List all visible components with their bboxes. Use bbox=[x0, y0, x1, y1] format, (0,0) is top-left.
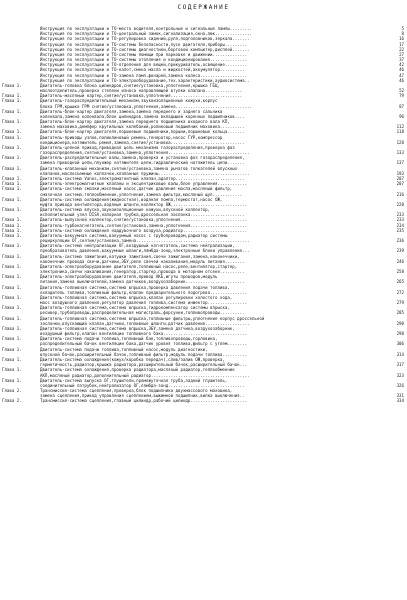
toc-entry-text: Двигатель-масляный картер,снятие/установка,уплотнения............................. bbox=[40, 93, 243, 99]
toc-chapter-label: Глава 1. bbox=[2, 144, 22, 150]
toc-entry-text: Двигатель-система смазки,масляный насос,датчик давления масла,масляный фильтр, bbox=[40, 186, 233, 192]
toc-entry-text: Двигатель-система охлаждения,проверка радиатора,масляный радиатор,теплообменник bbox=[40, 367, 235, 373]
toc-entry-text: Двигатель-система впуска,звукоизоляционные кожухи,впускной коллектор, bbox=[40, 207, 211, 213]
toc-entry-text: Двигатель-система выпуска ОГ,глушители,промежуточная труба,задний глушитель, bbox=[40, 377, 228, 383]
toc-chapter-label: Глава 1. bbox=[2, 165, 22, 171]
toc-entry-text: Двигатель-вакуумная система,вакуумный насос с трубопроводом,радиатор системы bbox=[40, 232, 228, 238]
toc-entry-text: Двигатель-цепной привод,приводная цепь механизма газораспределения,проверка фаз bbox=[40, 144, 235, 150]
toc-page-number: 46 bbox=[399, 67, 404, 73]
toc-entry-text: соединительный патрубок,нейтрализатор ОГ,лямбда-зонд............................... bbox=[40, 382, 245, 388]
toc-entry-text: Двигатель-топливная система,система впрыска,гидрокомпенсатор системы впрыска, bbox=[40, 305, 230, 311]
toc-page-number: 16 bbox=[399, 36, 404, 42]
toc-chapter-label: Глава 1. bbox=[2, 336, 22, 342]
toc-page-number: 118 bbox=[396, 129, 404, 135]
toc-page-number: 137 bbox=[396, 160, 404, 166]
toc-chapter-label: Глава 1. bbox=[2, 186, 22, 192]
toc-chapter-label: Глава 1. bbox=[2, 175, 22, 181]
toc-page-number: 42 bbox=[399, 62, 404, 68]
toc-page-number: 265 bbox=[396, 279, 404, 285]
toc-entry-text: герметичность,радиатор,крышка радиатора,расширительный бачок,расширительный бачок... bbox=[40, 362, 248, 368]
toc-entry-text: Двигатель-блок-картер двигателя,поршневые подшипники,поршни,поршневые кольца....... bbox=[40, 129, 245, 135]
toc-entry-text: Двигатель-топливная система,система впрыска,ЭБУ,замена датчика,воздухозаборник, bbox=[40, 325, 235, 331]
toc-entry-text: Трансмиссия-система сцепления,главный цилиндр,рабочий цилиндр....................... bbox=[40, 398, 248, 404]
toc-page-number: 207 bbox=[396, 175, 404, 181]
toc-page-number: 306 bbox=[396, 341, 404, 347]
toc-page-number: 216 bbox=[396, 191, 404, 197]
toc-page-number: 128 bbox=[396, 139, 404, 145]
toc-entry-text: кондиционера,натяжитель ремня,замена,снятие/установка.............................. bbox=[40, 139, 245, 145]
toc-page-number: 317 bbox=[396, 362, 404, 368]
toc-page-number: 235 bbox=[396, 227, 404, 233]
toc-page-number: 52 bbox=[399, 88, 404, 94]
toc-page-number: 37 bbox=[399, 57, 404, 63]
toc-entry-text: исполнительный узел DISA,напорная трубка,дроссельная заслонка...................... bbox=[40, 212, 245, 218]
toc-entry-text: Двигатель-клапанный механизм,снятие/установка,замена рычагов толкателей впускных bbox=[40, 165, 238, 171]
toc-entry-text: Двигатель-топливная система,система впрыска,клапан регулировки холостого хода, bbox=[40, 294, 233, 300]
toc-page-number: 279 bbox=[396, 300, 404, 306]
toc-page-number: 112 bbox=[396, 124, 404, 130]
toc-chapter-label: Глава 2. bbox=[2, 398, 22, 404]
toc-chapter-label: Глава 1. bbox=[2, 315, 22, 321]
toc-entry-text: рециркуляции ОГ,снятие/установка,замена.............................................. bbox=[40, 238, 250, 244]
toc-page-number: 246 bbox=[396, 258, 404, 264]
toc-entry-text: наконечник провода свечи,датчики,ЭБУ,реле свечей накаливания,модуль питания........ bbox=[40, 258, 245, 264]
toc-entry-text: коленвала,замена коленвала,блок цилиндров,замена вкладышей коренных подшипников.... bbox=[40, 113, 245, 119]
toc-chapter-label: Глава 1. bbox=[2, 93, 22, 99]
toc-page-number: 290 bbox=[396, 320, 404, 326]
toc-entry-text: Двигатель-блок-картер двигателя,замена переднего подшипника входного вала КП, bbox=[40, 119, 230, 125]
toc-entry-text: Двигатель-электромагнитные клапаны и эксцентриковые валы,блок управления............ bbox=[40, 181, 248, 187]
toc-chapter-label: Глава 1. bbox=[2, 181, 22, 187]
toc-entry-text: преобразователь давления,вакуумные шланги,лямбда-зонд,электронные блоки управления... bbox=[40, 248, 250, 254]
toc-chapter-label: Глава 1. bbox=[2, 377, 22, 383]
toc-chapter-label: Глава 1. bbox=[2, 253, 22, 259]
toc-page-number: 233 bbox=[396, 212, 404, 218]
toc-chapter-label: Глава 1. bbox=[2, 357, 22, 362]
toc-entry-text: Трансмиссия-система сцепления,проверка,блок подшипника двухмассового маховика, bbox=[40, 388, 233, 394]
toc-page-number: 193 bbox=[396, 170, 404, 176]
toc-page-number: 239 bbox=[396, 248, 404, 254]
toc-chapter-label: Глава 1. bbox=[2, 129, 22, 135]
toc-entry-text: Инструкция по эксплуатации и ТО-системы помощи при парковке и движении.............. bbox=[40, 51, 248, 57]
toc-chapter-label: Глава 2. bbox=[2, 388, 22, 394]
toc-entry-text: Инструкция по эксплуатации и ТО-системы безопасности,пуск двигателя,приборы......... bbox=[40, 41, 248, 47]
toc-page-number: 298 bbox=[396, 331, 404, 337]
toc-entry-text: Двигатель-система охлаждения(кожух/коробка передач),слив/залив ОЖ,проверка, bbox=[40, 357, 225, 362]
toc-page-number: 8 bbox=[401, 31, 404, 37]
toc-chapter-label: Глава 1. bbox=[2, 196, 22, 202]
toc-page-number: 87 bbox=[399, 103, 404, 109]
toc-chapter-label: Глава 1. bbox=[2, 108, 22, 114]
toc-entry-text: Двигатель-система подачи топлива,топливный бак,топливопроводы,горловина, bbox=[40, 336, 218, 342]
toc-page-number: 331 bbox=[396, 393, 404, 399]
toc-entry-text: Двигатель-выпускной коллектор,снятие/установка,уплотнения........................... bbox=[40, 217, 248, 223]
toc-entry-text: заслонки,впускающий клапан,датчики,топливные шланги,датчик давления.................. bbox=[40, 320, 250, 326]
toc-entry-text: Двигатель-турбонагнетатель,снятие/установка,замена,уплотнения....................... bbox=[40, 222, 248, 228]
toc-page-number: 314 bbox=[396, 351, 404, 357]
toc-chapter-label: Глава 1. bbox=[2, 284, 22, 290]
toc-chapter-label: Глава 1. bbox=[2, 82, 22, 88]
toc-page-number: 272 bbox=[396, 289, 404, 295]
toc-entry-text: Двигатель-система нейтрализации ОГ,воздушный нагнетатель,система нейтрализации, bbox=[40, 243, 235, 249]
toc-page-number: 220 bbox=[396, 201, 404, 207]
toc-chapter-label: Глава 1. bbox=[2, 119, 22, 125]
toc-entry-text: замена приводной цепи,плунжер натяжителя цепи,гидравлический натяжитель цепи....... bbox=[40, 160, 245, 166]
toc-entry bbox=[0, 398, 405, 403]
toc-page-number: 22 bbox=[399, 46, 404, 52]
page-title: СОДЕРЖАНИЕ bbox=[177, 4, 230, 11]
toc-entry-text: воздушный фильтр,клапан вентиляции топливного бака.................................. bbox=[40, 331, 248, 337]
toc-page-number: 258 bbox=[396, 269, 404, 275]
toc-entry-text: масс воздушного давления,регулятор давления топлива,система инжектор................ bbox=[40, 300, 248, 306]
toc-entry-text: Двигатель-система Vanos,электромагнитный клапан,адаптер............................ bbox=[40, 175, 245, 181]
toc-entry-text: ресивер,трубопроводы,распределительная магистраль,форсунки,топливопроводы.......... bbox=[40, 310, 245, 316]
toc-entry-text: Двигатель-головка блока цилиндров,снятие/установка,уплотнения,крышка ГБЦ, bbox=[40, 82, 220, 88]
toc-entry-text: распределительный бачок вентиляции бака,датчик уровня топлива,фильтр с углем........ bbox=[40, 341, 248, 347]
toc-entry-text: электроника,свечи накаливания,генератор,стартер,провода в моторном отсеке.......... bbox=[40, 269, 245, 275]
toc-entry-text: Инструкция по эксплуатации и ТО-системы диагностики,бортовой компьютер,дисплей....... bbox=[40, 46, 250, 52]
toc-page-number: 96 bbox=[399, 113, 404, 119]
toc-chapter-label: Глава 1. bbox=[2, 346, 22, 352]
toc-page-number: 207 bbox=[396, 181, 404, 187]
toc-page-number: 236 bbox=[396, 238, 404, 244]
toc-page-number: 133 bbox=[396, 150, 404, 156]
toc-entry-text: Двигатель-система охлаждения наддувочного воздуха,радиатор.......................... bbox=[40, 227, 248, 233]
toc-chapter-label: Глава 1. bbox=[2, 367, 22, 373]
toc-page-number: 79 bbox=[399, 93, 404, 99]
toc-entry-text: муфта привода вентилятора,водяные шланги,коллектор ОЖ............................... bbox=[40, 201, 248, 207]
toc-entry-text: Двигатель-система подачи топлива,топливный насос,модуль диагностики, bbox=[40, 346, 208, 352]
toc-entry-text: АКП,масляный радиатор,дополнительный радиатор........................................ bbox=[40, 372, 250, 378]
toc-chapter-label: Глава 1. bbox=[2, 274, 22, 280]
toc-chapter-label: Глава 1. bbox=[2, 134, 22, 140]
toc-chapter-label: Глава 1. bbox=[2, 227, 22, 233]
toc-entry-text: Двигатель-топливная система,система впрыска,проверка давления подачи топлива, bbox=[40, 284, 230, 290]
toc-entry-text: блока ГРМ,крышка ГРМ снятие/установка,уплотнения,замена............................... bbox=[40, 103, 252, 109]
toc-entry-text: замена маховика,демпфер крутильных колебаний,роликовый подшипник маховика.......... bbox=[40, 124, 245, 130]
toc-page-number: 285 bbox=[396, 310, 404, 316]
toc-chapter-label: Глава 1. bbox=[2, 305, 22, 311]
toc-page-number: 323 bbox=[396, 372, 404, 378]
toc-page-number: 27 bbox=[399, 51, 404, 57]
toc-page-number: 326 bbox=[396, 382, 404, 388]
toc-entry-text: питания,замена выключателей,замена датчиков,воздухозаборник........................ bbox=[40, 279, 245, 285]
toc-entry-text: Инструкция по эксплуатации и ТО-центральный замок,сигнализация,окна,люк............... bbox=[40, 31, 252, 37]
toc-entry-text: Инструкция по эксплуатации и ТО-капот,смена масла и жидкостей,аккумулятор.......... bbox=[40, 67, 245, 73]
toc-chapter-label: Глава 1. bbox=[2, 155, 22, 161]
toc-entry-text: Двигатель-блок-картер двигателя,замена,замена переднего и заднего сальника bbox=[40, 108, 223, 114]
toc-entry-text: Двигатель-топливная система,система впрыска,топливные фильтры,уплотнение корпус дроссельной bbox=[40, 315, 265, 321]
toc-entry-text: смазочная система,теплообменник,уплотнения,замена фильтра,масляный щуп............ bbox=[40, 191, 243, 197]
toc-chapter-label: Глава 1. bbox=[2, 98, 22, 104]
toc-page-number: 234 bbox=[396, 222, 404, 228]
toc-page-number: 5 bbox=[401, 26, 404, 31]
toc-chapter-label: Глава 1. bbox=[2, 294, 22, 300]
toc-chapter-label: Глава 1. bbox=[2, 232, 22, 238]
toc-chapter-label: Глава 1. bbox=[2, 217, 22, 223]
toc-entry-text: Инструкция по эксплуатации и ТО-замена ламп,фонарей,замена колеса................... bbox=[40, 72, 248, 78]
toc-entry-text: Инструкция по эксплуатации и ТО-регулировка сидений,руля,подголовников,зеркала....... bbox=[40, 36, 250, 42]
toc-entry-text: Инструкция по эксплуатации и ТО-электрооборудование,тех.характеристики,аудиосистема.. bbox=[40, 77, 250, 83]
toc-entry-text: Двигатель-система зажигания,катушки зажигания,свечи зажигания,замена,наконечники, bbox=[40, 253, 240, 259]
toc-entry-text: охладитель топлива,топливный фильтр,клапан предварительного подогрева............... bbox=[40, 289, 248, 295]
toc-chapter-label: Глава 1. bbox=[2, 243, 22, 249]
toc-page-number: 233 bbox=[396, 217, 404, 223]
toc-page-number: 47 bbox=[399, 72, 404, 78]
toc-chapter-label: Глава 1. bbox=[2, 325, 22, 331]
toc-entry-text: впускной бачок,расширительный бачок,топливный фильтр,модуль подачи топлива.......... bbox=[40, 351, 248, 357]
toc-entry-text: Двигатель-электрооборудование двигателя,привод АКБ,жгуты проводов,модуль bbox=[40, 274, 218, 280]
toc-entry-text: Двигатель-газораспределительный механизм,звукоизоляционные кожухи,корпус bbox=[40, 98, 218, 104]
toc-page-number: 46 bbox=[399, 77, 404, 83]
toc-chapter-label: Глава 1. bbox=[2, 263, 22, 269]
toc-entry-text: Двигатель-система охлаждения(жидкостная),водяная помпа,термостат,насос ОЖ, bbox=[40, 196, 223, 202]
toc-entry-text: Инструкция по эксплуатации и ТО-место водителя,контрольные и сигнальные лампы......... bbox=[40, 26, 252, 31]
toc-entry-text: Инструкция по эксплуатации и ТО-системы отопления и кондиционирования............... bbox=[40, 57, 248, 63]
toc-chapter-label: Глава 1. bbox=[2, 207, 22, 213]
toc-entry-text: клапанов,маслосъемные колпачки,клапанные пружины..................................... bbox=[40, 170, 250, 176]
toc-page-number: 334 bbox=[396, 398, 404, 404]
toc-chapter-label: Глава 1. bbox=[2, 222, 22, 228]
toc-entry-text: маслоотделитель,проверка степени износа направляющей втулки клапана............... bbox=[40, 88, 243, 94]
toc-entry-text: Двигатель-электрооборудование двигателя,топливный насос,реле,вентилятор,стартер, bbox=[40, 263, 238, 269]
toc-entry-text: газораспределения,снятие/установка,замена,уплотнения................................. bbox=[40, 150, 250, 156]
toc-page-number: 17 bbox=[399, 41, 404, 47]
toc-entry-text: Инструкция по эксплуатации и ТО-отделения для вещей,прикуриватель,освещение......... bbox=[40, 62, 248, 68]
toc-entry-text: замена сцепления,привод управления сцеплением,выжимной подшипник,вилка выключения.. bbox=[40, 393, 245, 399]
table-of-contents bbox=[0, 26, 405, 404]
toc-entry-text: Двигатель-распределительные валы,замена,проверка и установка фаз газораспределения, bbox=[40, 155, 245, 161]
toc-entry-text: Двигатель-приводы узлов,поликлиновый ремень,генератор,насос ГУР,компрессор bbox=[40, 134, 223, 140]
